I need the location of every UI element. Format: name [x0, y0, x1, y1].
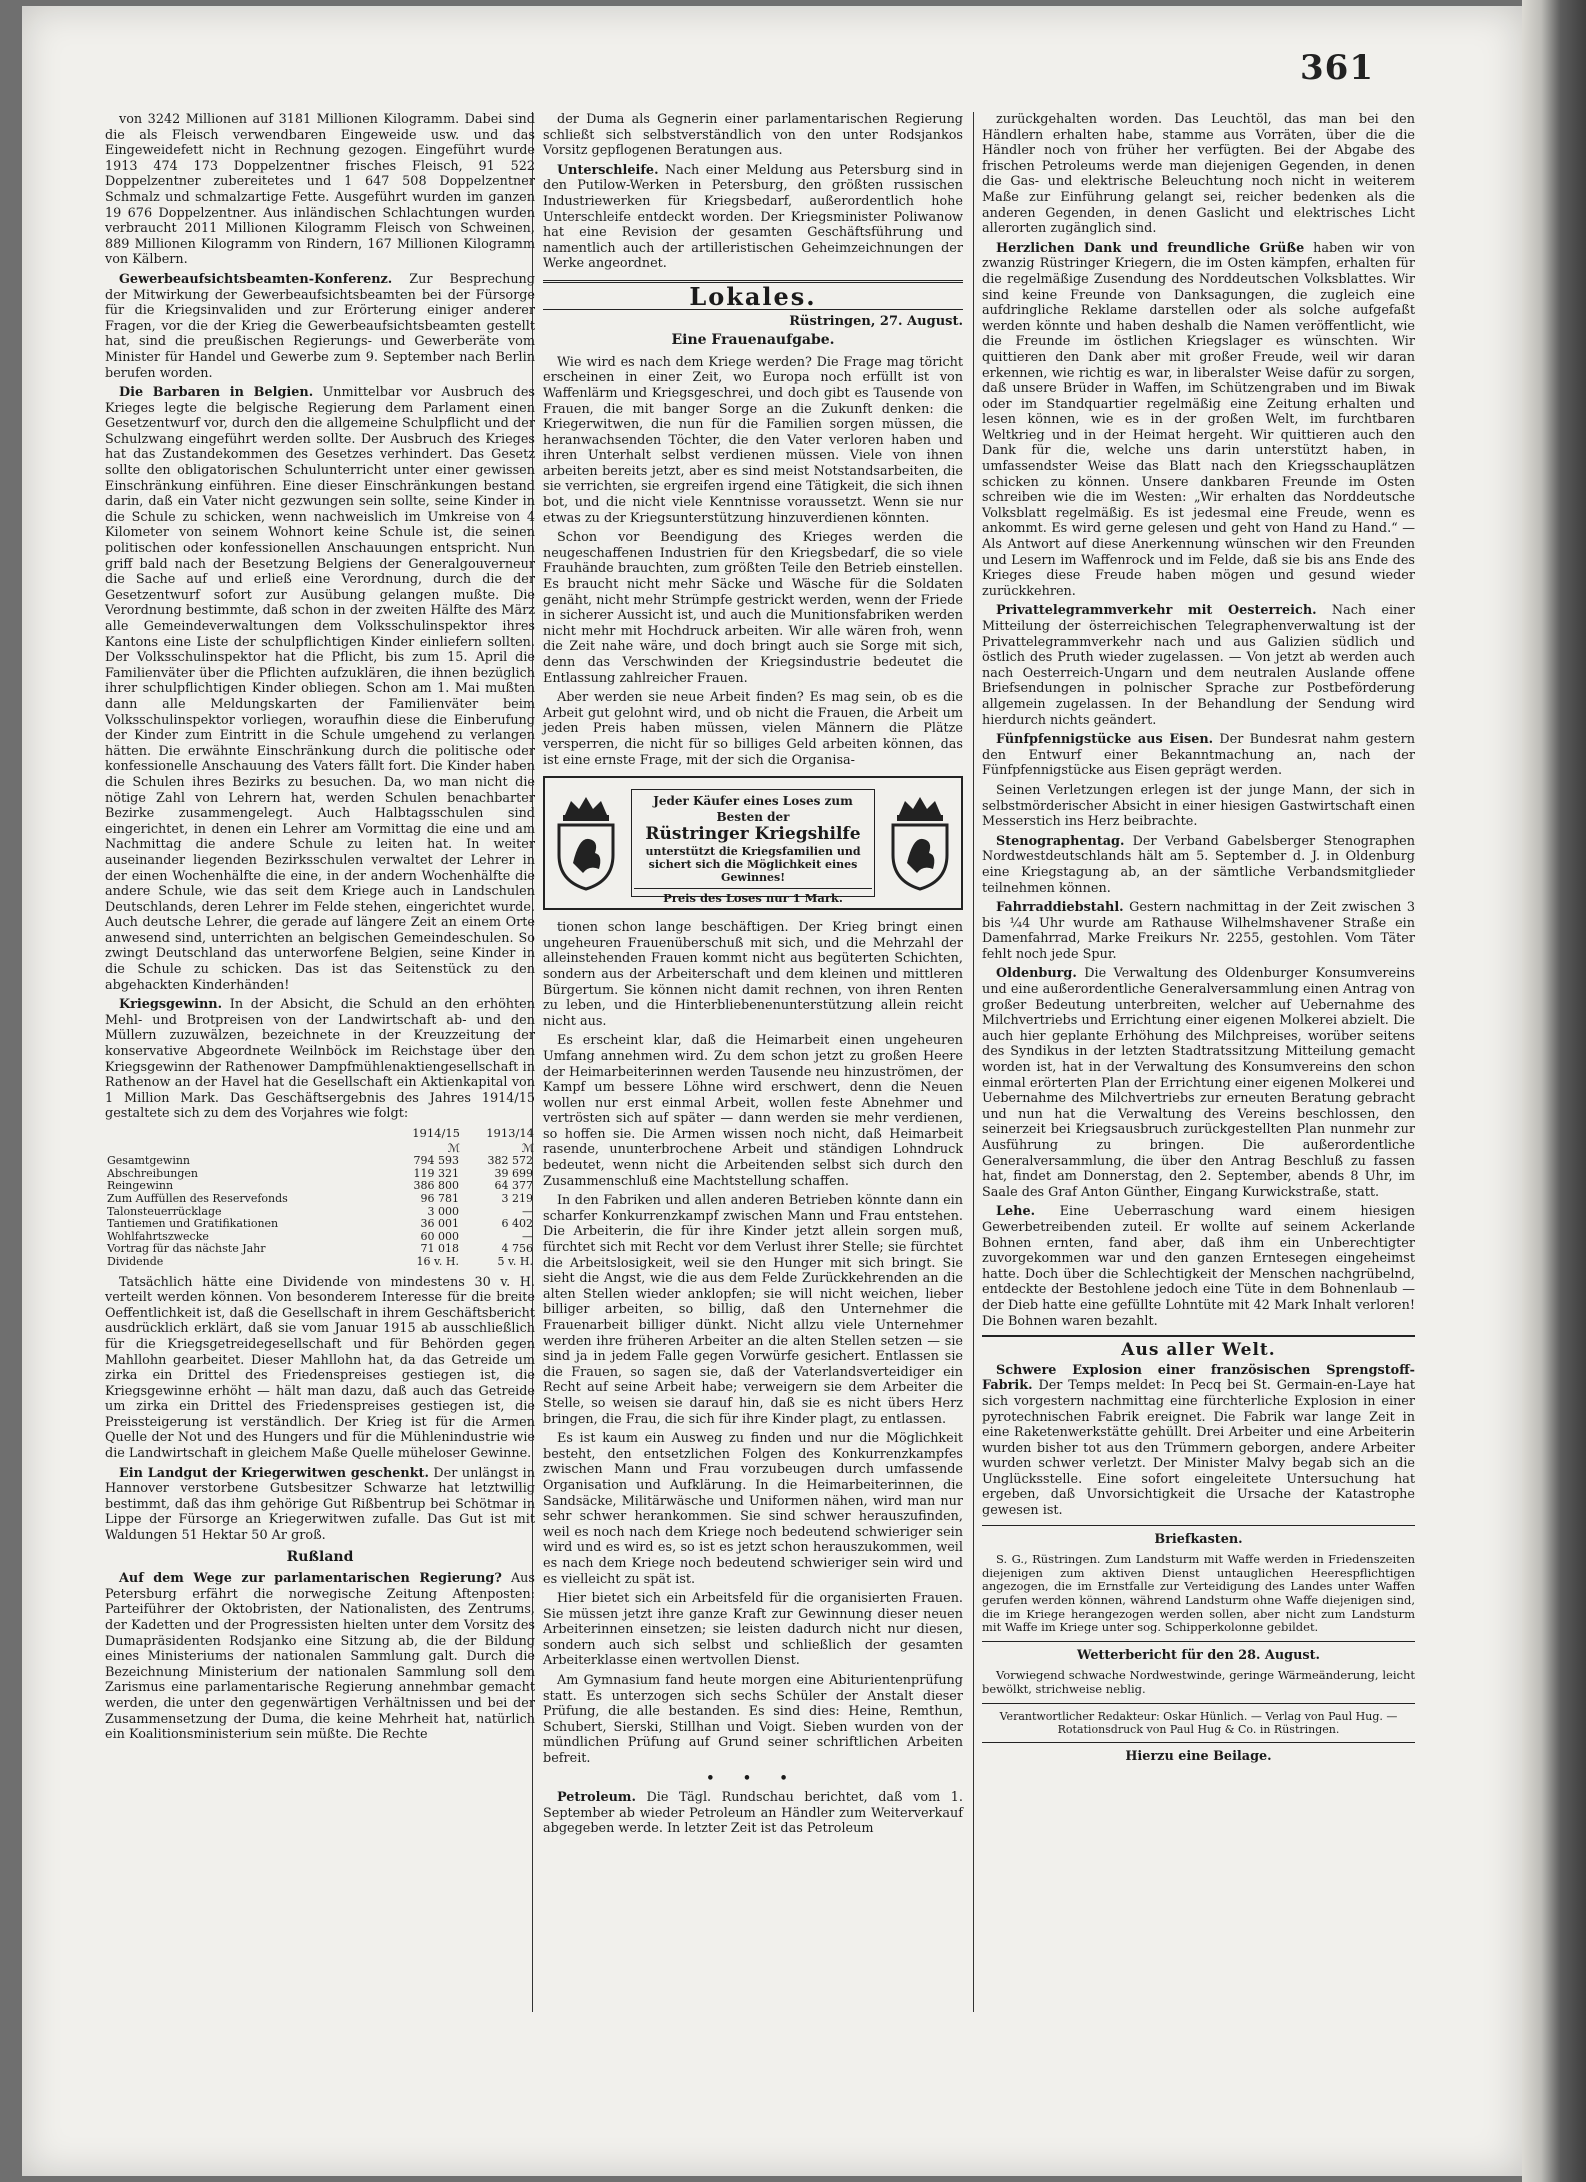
article-keyword: Stenographentag.	[996, 833, 1125, 849]
article-keyword: Kriegsgewinn.	[119, 997, 223, 1013]
ad-text-box	[631, 789, 875, 905]
article-paragraph	[105, 385, 535, 993]
article-group	[982, 1363, 1415, 1519]
table-cell: 3 000	[427, 1204, 459, 1218]
article-group	[543, 1790, 963, 1837]
article-text: der Duma als Gegnerin einer parlamentarischen Regierung schließt sich selbstverständlich von den unter Rodsjankos Vorsitz gepflogenen Beratungen aus.	[543, 112, 963, 159]
article-text: Am Gymnasium fand heute morgen eine Abiturientenprüfung statt. Es unterzogen sich sechs Schüler der Anstalt dieser Prüfung, die alle bestanden. Es sind dies: Heine, Remthun, Schubert, Sierski, Stillhan und Voigt. Sieben wurden von der mündlichen Prüfung auf Grund seiner schriftlichen Arbeiten befreit.	[543, 1673, 963, 1767]
divider	[982, 1742, 1415, 1743]
article-paragraph	[982, 834, 1415, 896]
article-paragraph	[982, 112, 1415, 237]
table-row-label: Gesamtgewinn	[107, 1154, 191, 1168]
divider	[982, 1335, 1415, 1337]
article-text: Der Verband Gabelsberger Stenographen Nordwestdeutschlands hält am 5. September d. J. in Oldenburg eine Kriegstagung ab, an der sämtliche Verbandsmitglieder teilnehmen können.	[982, 833, 1415, 896]
coat-of-arms-icon	[549, 793, 623, 893]
weather-text: Vorwiegend schwache Nordwestwinde, geringe Wärmeänderung, leicht bewölkt, strichweise neblig.	[982, 1668, 1415, 1696]
section-heading-russland: Rußland	[286, 1548, 354, 1565]
article-text: Tatsächlich hätte eine Dividende von mindestens 30 v. H. verteilt werden können. Von besonderem Interesse für die breite Oeffentlichkeit ist, daß die Gesellschaft in ihrem Geschäftsbericht ausdrücklich erklärt, daß sie vom Januar 1915 ab ausschließlich für die Kriegsgetreidegesellschaft und für Behörden gegen Mahllohn gearbeitet. Dieser Mahllohn hat, da das Getreide um zirka ein Drittel des Friedenspreises gestiegen ist, die Kriegsgewinne erhöht — hält man dazu, daß auch das Getreide um zirka ein Drittel des Friedenspreises gestiegen ist, die Preissteigerung ist verständlich. Der Krieg ist für die Armen Quelle der Not und des Hungers und für die Mühlenindustrie wie die Landwirtschaft in gleichem Maße Quelle müheloser Gewinne.	[105, 1274, 535, 1462]
article-paragraph	[105, 272, 535, 381]
article-keyword: Fünfpfennigstücke aus Eisen.	[996, 732, 1214, 748]
article-text: zurückgehalten worden. Das Leuchtöl, das man bei den Händlern erhalten habe, stamme aus Vorräten, über die die Händler noch von früher her verfügten. Bei der Abgabe des frischen Petroleums werde man diejenigen Gegenden, in denen die Gas- und elektrische Beleuchtung noch nicht in weiterem Maße zur Einführung gelangt sei, reicher bedenken als die anderen Gegenden, in denen Gaslicht und elektrisches Licht allerorten zugänglich sind.	[982, 112, 1415, 237]
article-text: In den Fabriken und allen anderen Betrieben könnte dann ein scharfer Konkurrenzkampf zwischen Mann und Frau entstehen. Die Arbeiterin, die für ihre Kinder jetzt allein sorgen muß, fürchtet sich mit Recht vor dem Verlust ihrer Stelle; sie fürchtet die Arbeitslosigkeit, weil sie den Hunger mit sich bringt. Sie sieht die Angst, wie die aus dem Felde Zurückkehrenden an die alten Stellen wieder anklopfen; sie will nicht weichen, lieber billiger arbeiten, so billig, daß den Unternehmer die Frauenarbeit billiger dünkt. Nicht allzu viele Unternehmer werden ihre früheren Arbeiter an die alten Stellen setzen — sie sind ja in jedem Falle gegen Vorwürfe gesichert. Entlassen sie die Frauen, so sagen sie, daß der Vaterlandsverteidiger ein Recht auf seine Arbeit habe; verweigern sie dem Arbeiter die Stelle, so weisen sie darauf hin, daß sie es nicht übers Herz bringen, die Frau, die sich für ihre Kinder plagt, zu entlassen.	[543, 1193, 963, 1427]
coat-of-arms-icon	[883, 793, 957, 893]
article-paragraph	[543, 920, 963, 1029]
table-row-label: Talonsteuerrücklage	[107, 1204, 222, 1218]
article-headline: Eine Frauenaufgabe.	[671, 332, 835, 349]
article-text: tionen schon lange beschäftigen. Der Krieg bringt einen ungeheuren Frauenüberschuß mit sich, und die Mehrzahl der alleinstehenden Frauen kommt nicht aus begüterten Schichten, sondern aus der Arbeiterschaft und dem kleinen und mittleren Bürgertum. Sie können nicht damit rechnen, von ihren Renten zu leben, und die Hinterbliebenenunterstützung allein reicht nicht aus.	[543, 920, 963, 1029]
article-group	[105, 112, 535, 1122]
article-paragraph	[543, 1591, 963, 1669]
article-keyword: Ein Landgut der Kriegerwitwen geschenkt.	[119, 1465, 429, 1481]
article-paragraph	[982, 1204, 1415, 1329]
article-paragraph	[982, 603, 1415, 728]
article-paragraph	[543, 1673, 963, 1767]
table-cell: 794 593	[413, 1154, 459, 1168]
article-text: Schon vor Beendigung des Krieges werden die neugeschaffenen Industrien für den Kriegsbedarf, die so viele Frauhände brauchten, zum größten Teile den Betrieb einstellen. Es braucht nicht mehr Säcke und Wäsche für die Soldaten genäht, nicht mehr Strümpfe gestrickt werden, wenn der Friede in sicherer Aussicht ist, und auch die Munitionsfabriken werden nicht mehr mit Hochdruck arbeiten. Wir alle wären froh, wenn die Zeit nahe wäre, und doch bringt auch sie Sorge mit sich, denn das Verschwinden der Kriegsindustrie bedeutet die Entlassung zahlreicher Frauen.	[543, 530, 963, 686]
table-header: 1913/14	[486, 1126, 534, 1140]
article-text: Eine Ueberraschung ward einem hiesigen Gewerbetreibenden zuteil. Er wollte auf seinem Ackerlande Bohnen ernten, fand aber, daß ihm ein Unberechtigter zuvorgekommen war und den ganzen Erntesegen eingeheimst hatte. Doch über die Schlechtigkeit der Menschen nachgrübelnd, entdeckte der Bestohlene jedoch eine Tüte in dem Bohnenlaub — der Dieb hatte eine gefüllte Lohntüte mit 42 Mark Inhalt verloren! Die Bohnen waren bezahlt.	[982, 1204, 1415, 1329]
article-paragraph	[105, 1466, 535, 1544]
article-group	[982, 112, 1415, 1329]
article-text: Aus Petersburg erfährt die norwegische Zeitung Aftenposten: Parteiführer der Oktobristen, der Nationalisten, des Zentrums, der Kadetten und der Progressisten hielten unter dem Vorsitz des Dumapräsidenten Rodsjanko eine Sitzung ab, die der Bildung eines Ministeriums der nationalen Sammlung galt. Durch die Bezeichnung Ministerium der nationalen Sammlung soll dem Zarismus eine parlamentarische Regierung annehmbar gemacht werden, die unter den gegenwärtigen Verhältnissen und bei der Zusammensetzung der Duma, die keine Mehrheit hat, natürlich ein Koalitionsministerium sein müßte. Die Rechte	[105, 1571, 535, 1743]
weather-title: Wetterbericht für den 28. August.	[1077, 1647, 1320, 1663]
table-row-label: Vortrag für das nächste Jahr	[107, 1242, 266, 1256]
table-row-label: Abschreibungen	[107, 1166, 199, 1180]
article-text: Die Verwaltung des Oldenburger Konsumvereins und eine außerordentliche Generalversammlung einen Antrag von großer Bedeutung unterbreiten, welcher auf Uebernahme des Milchvertriebs und Errichtung einer eigenen Molkerei abzielt. Die auch hier geplante Erhöhung des Milchpreises, worüber seitens des Syndikus in der letzten Stadtratssitzung Mitteilung gemacht worden ist, hat in der Verwaltung des Konsumvereins den schon einmal erörterten Plan der Errichtung einer eigenen Molkerei und Uebernahme des Milchvertriebs zur erneuten Beratung gebracht und nun hat die Verwaltung des Vereins beschlossen, den seinerzeit bei Kriegsausbruch zurückgestellten Plan nunmehr zur Ausführung zu bringen. Die außerordentliche Generalversammlung, die über den Antrag Beschluß zu fassen hat, findet am Donnerstag, den 2. September, abends 8 Uhr, im Saale des Graf Anton Günther, Eingang Kurwickstraße, statt.	[982, 966, 1415, 1200]
article-text: von 3242 Millionen auf 3181 Millionen Kilogramm. Dabei sind die als Fleisch verwendbaren Eingeweide usw. und das Eingeweidefett nicht in Rechnung gezogen. Eingeführt wurde 1913 474 173 Doppelzentner frisches Fleisch, 91 522 Doppelzentner zubereitetes und 1 647 508 Doppelzentner Schmalz und schmalzartige Fette. Ausgeführt wurden im ganzen 19 676 Doppelzentner. Aus inländischen Schlachtungen wurden verbraucht 2011 Millionen Kilogramm Fleisch von Schweinen, 889 Millionen Kilogramm von Rindern, 167 Millionen Kilogramm von Kälbern.	[105, 112, 535, 268]
article-paragraph	[543, 355, 963, 527]
ad-line: unterstützt die Kriegsfamilien und sichert sich die Möglichkeit eines Gewinnes!	[645, 844, 861, 884]
dateline: Rüstringen, 27. August.	[789, 313, 963, 329]
table-row-label: Wohlfahrtszwecke	[107, 1229, 209, 1243]
article-paragraph	[543, 112, 963, 159]
advertisement-kriegshilfe	[543, 776, 963, 910]
column-2	[543, 112, 963, 1841]
table-cell: 119 321	[413, 1166, 459, 1180]
ad-price: Preis des Loses nur 1 Mark.	[634, 888, 872, 907]
table-cell: 4 756	[501, 1242, 533, 1256]
article-text: Es ist kaum ein Ausweg zu finden und nur die Möglichkeit besteht, den entsetzlichen Folgen des Konkurrenzkampfes zwischen Mann und Frau vorzubeugen durch umfassende Organisation und Aufklärung. In die Heimarbeiterinnen, die Sandsäcke, Militärwäsche und Uniformen nähen, wird man nur sehr schwer herankommen. Sie sind schwer herauszufinden, weil es noch nach dem Kriege noch bedeutend schwieriger sein wird und es wird es, so ist es jetzt schon herauszukommen, weil es nach dem Kriege noch bedeutend schwieriger sein wird und es vielleicht zu spät ist.	[543, 1431, 963, 1587]
article-paragraph	[105, 1571, 535, 1743]
divider	[982, 1703, 1415, 1704]
article-paragraph	[543, 690, 963, 768]
ad-title: Rüstringer Kriegshilfe	[645, 824, 861, 845]
article-text: Seinen Verletzungen erlegen ist der junge Mann, der sich in selbstmörderischer Absicht in einer hiesigen Gastwirtschaft einen Messerstich ins Herz beibrachte.	[982, 782, 1415, 830]
table-cell: 6 402	[501, 1217, 533, 1231]
divider	[982, 1641, 1415, 1642]
financial-table	[105, 1126, 535, 1269]
briefkasten-text: S. G., Rüstringen. Zum Landsturm mit Waffe werden in Friedenszeiten diejenigen zum aktiven Dienst untauglichen Heerespflichtigen angezogen, die im Ernstfalle zur Verteidigung des Landes unter Waffen gerufen werden können, während Landsturm ohne Waffe diejenigen sind, die im Kriege herangezogen werden sollen, aber nicht zum Landsturm mit Waffe im Kriege unter sog. Schipperkolonne gebildet.	[982, 1552, 1415, 1635]
table-cell: 386 800	[413, 1179, 459, 1193]
table-unit: ℳ	[521, 1140, 534, 1155]
table-cell: 16 v. H.	[416, 1254, 459, 1268]
table-cell: 382 572	[487, 1154, 533, 1168]
table-cell: 60 000	[420, 1229, 459, 1243]
column-3	[982, 112, 1415, 1770]
table-cell: —	[522, 1204, 533, 1218]
article-keyword: Gewerbeaufsichtsbeamten-Konferenz.	[119, 271, 393, 287]
article-paragraph	[543, 163, 963, 272]
article-text: Unmittelbar vor Ausbruch des Krieges legte die belgische Regierung dem Parlament einen Gesetzentwurf vor, durch den die allgemeine Schulpflicht und der Schulzwang eingeführt werden sollte. Der Ausbruch des Krieges hat das Zustandekommen des Gesetzes verhindert. Das Gesetz sollte den obligatorischen Schulunterricht unter einer gewissen Einschränkung einführen. Eine dieser Einschränkungen bestand darin, daß ein Vater nicht gezwungen sein sollte, seine Kinder in die Schule zu schicken, wenn nachweislich im Umkreise von 4 Kilometer von seinem Wohnort keine Schule ist, die seinen politischen oder konfessionellen Anschauungen entspricht. Nun griff bald nach der Besetzung Belgiens der Generalgouverneur die Sache auf und erließ eine Verordnung, durch die der Gesetzentwurf sofort zur Ausübung gelangen mußte. Die Verordnung bestimmte, daß schon in der zweiten Hälfte des März alle Gemeindeverwaltungen dem Volksschulinspektor ihres Kantons eine Liste der schulpflichtigen Kinder einliefern sollten. Der Volksschulinspektor hat die Pflicht, bis zum 15. April die Familienväter über die Pflichten aufzuklären, die ihnen bezüglich ihrer schulpflichtigen Kinder obliegen. Schon am 1. Mai mußten dann alle Meldungskarten der Familienväter beim Volksschulinspektor vorliegen, woraufhin diese die Einberufung der Kinder zum Eintritt in die Schule umgehend zu verlangen hätten. Die erwähnte Einschränkung durch die politische oder konfessionelle Anschauung des Vaters fällt fort. Die Kinder haben die Schulen ihres Bezirks zu besuchen. Da, wo man nicht die nötige Zahl von Lehrern hat, werden Schulen benachbarter Bezirke zusammengelegt. Auch Halbtagsschulen sind eingerichtet, in denen ein Lehrer am Vormittag die eine und am Nachmittag die andere Schule zu leiten hat. In weiter auseinander liegenden Bezirksschulen verwaltet der Lehrer in der einen Wochenhälfte die eine, in der andern Wochenhälfte die andere Schule, wie das seit dem Kriege auch in Landschulen Deutschlands, deren Lehrer im Felde stehen, eingerichtet wurde. Auch deutsche Lehrer, die gerade auf längere Zeit an einem Orte anwesend sind, unterrichten an belgischen Gemeindeschulen. So zwingt Deutschland das unterworfene Belgien, seine Kinder in die Schule zu schicken. Das ist das Seitenstück zu den abgehackten Kinderhänden!	[105, 385, 535, 993]
table-cell: 5 v. H.	[497, 1254, 533, 1268]
article-paragraph	[105, 997, 535, 1122]
imprint: Verantwortlicher Redakteur: Oskar Hünlich. — Verlag von Paul Hug. — Rotationsdruck von Paul Hug & Co. in Rüstringen.	[999, 1709, 1398, 1736]
article-text: haben wir von zwanzig Rüstringer Kriegern, die im Osten kämpfen, erhalten für die regelmäßige Zusendung des Norddeutschen Volksblattes. Wir sind keine Freunde von Danksagungen, die zugleich eine aufdringliche Reklame darstellen oder als solche aufgefaßt werden könnte und haben deshalb die Namen veröffentlicht, wie die Freunde im östlichen Kriegslager es wünschten. Wir quittieren den Dank aber mit großer Freude, weil wir daran erkennen, wie richtig es war, in liberalster Weise dafür zu sorgen, daß unsere Brüder in Waffen, im Schützengraben und im Biwak oder im Standquartier regelmäßig eine Zeitung erhalten und lesen können, wie es in der großen Welt, im furchtbaren Weltkrieg und in der Heimat hergeht. Wir quittieren auch den Dank für die, welche uns darin unterstützt haben, in umfassendster Weise das Blatt nach den Kriegsschauplätzen schicken zu können. Unsere dankbaren Freunde im Osten schreiben wie die im Westen: „Wir erhalten das Norddeutsche Volksblatt regelmäßig. Es ist jedesmal eine Freude, wenn es ankommt. Es wird gerne gelesen und geht von Hand zu Hand.“ — Als Antwort auf diese Anerkennung wünschen wir den Freunden und Lesern im Waffenrock und im Felde, daß sie bis ans Ende des Krieges diese Freude haben mögen und gesund wieder zurückkehren.	[982, 240, 1416, 599]
article-paragraph	[105, 1275, 535, 1462]
table-row-label: Tantiemen und Gratifikationen	[107, 1217, 279, 1231]
article-paragraph	[543, 1790, 963, 1837]
section-title-aus-aller-welt: Aus aller Welt.	[1121, 1340, 1276, 1361]
article-text: Der Temps meldet: In Pecq bei St. Germain-en-Laye hat sich vorgestern nachmittag eine fürchterliche Explosion in einer pyrotechnischen Fabrik ereignet. Die Fabrik war lange Zeit in eine Raketenwerkstätte gehüllt. Drei Arbeiter und eine Arbeiterin wurden bisher tot aus den Trümmern geborgen, andere Arbeiter wurden schwer verletzt. Der Minister Malvy begab sich an die Unglücksstelle. Eine sofort eingeleitete Untersuchung hat ergeben, daß Unvorsichtigkeit die Ursache der Katastrophe gewesen ist.	[982, 1378, 1415, 1519]
article-text: Nach einer Meldung aus Petersburg sind in den Putilow-Werken in Petersburg, den größten russischen Industriewerken für Kriegsbedarf, außerordentlich hohe Unterschleife entdeckt worden. Der Kriegsminister Poliwanow hat eine Revision der gesamten Geschäftsführung und namentlich auch der artilleristischen Geheimzeichnungen der Werke angeordnet.	[543, 162, 963, 272]
table-row	[105, 1256, 535, 1269]
article-group	[543, 355, 963, 768]
article-keyword: Lehe.	[996, 1204, 1036, 1220]
table-cell: —	[522, 1229, 533, 1243]
table-row	[105, 1193, 535, 1206]
article-keyword: Schwere Explosion einer französischen Sprengstoff-Fabrik.	[982, 1362, 1415, 1394]
article-group	[105, 1571, 535, 1743]
section-title-briefkasten: Briefkasten.	[1154, 1531, 1243, 1547]
article-keyword: Auf dem Wege zur parlamentarischen Regierung?	[119, 1571, 502, 1587]
column-rule	[973, 112, 974, 2012]
article-paragraph	[982, 966, 1415, 1200]
article-text: Es erscheint klar, daß die Heimarbeit einen ungeheuren Umfang annehmen wird. Zu dem schon jetzt zu großen Heere der Heimarbeiterinnen werden Tausende neu hinzuströmen, der Kampf um bessere Löhne wird erschwert, denn die Neuen wollen nur erst einmal Arbeit, wollen feste Abnehmer und vertrösten sich auf später — dann werden sie mehr verdienen, so hoffen sie. Die Armen wissen noch nicht, daß Heimarbeit rasende, ununterbrochene Arbeit und ständigen Lohndruck bedeutet, wenn nicht die Arbeitenden selbst sich durch den Zusammenschluß eine Machtstellung schaffen.	[543, 1033, 963, 1189]
article-keyword: Petroleum.	[557, 1790, 636, 1806]
article-group	[543, 112, 963, 272]
table-row-label: Zum Auffüllen des Reservefonds	[107, 1191, 288, 1205]
table-cell: 71 018	[420, 1242, 459, 1256]
table-cell: 96 781	[420, 1191, 459, 1205]
article-paragraph	[543, 1193, 963, 1427]
article-group	[105, 1275, 535, 1544]
article-text: Der unlängst in Hannover verstorbene Gutsbesitzer Schwarze hat letztwillig bestimmt, daß das ihm gehörige Gut Rißbentrup bei Schötmar in Lippe der Fürsorge an Kriegerwitwen zufalle. Das Gut ist mit Waldungen 51 Hektar 50 Ar groß.	[105, 1465, 535, 1544]
table-cell: 3 219	[501, 1191, 533, 1205]
article-text: Der Bundesrat nahm gestern den Entwurf einer Bekanntmachung an, nach der Fünfpfennigstücke aus Eisen geprägt werden.	[982, 732, 1416, 779]
article-paragraph	[982, 1363, 1415, 1519]
table-row-label: Dividende	[107, 1254, 164, 1268]
section-title-lokales: Lokales.	[543, 280, 963, 310]
divider	[982, 1525, 1415, 1526]
article-keyword: Unterschleife.	[557, 162, 659, 178]
table-row-label: Reingewinn	[107, 1179, 174, 1193]
table-cell: 36 001	[420, 1217, 459, 1231]
article-paragraph	[982, 783, 1415, 830]
article-group	[543, 920, 963, 1766]
article-keyword: Die Barbaren in Belgien.	[119, 385, 314, 401]
table-header: 1914/15	[412, 1126, 460, 1140]
supplement-note: Hierzu eine Beilage.	[1125, 1748, 1272, 1764]
binding-edge	[1522, 0, 1586, 2182]
article-text: Gestern nachmittag in der Zeit zwischen 3 bis ¼4 Uhr wurde am Rathause Wilhelmshavener Straße ein Damenfahrrad, Marke Freikurs Nr. 2255, gestohlen. Vom Täter fehlt noch jede Spur.	[982, 900, 1415, 962]
column-1	[105, 112, 535, 1747]
article-keyword: Privattelegrammverkehr mit Oesterreich.	[996, 603, 1317, 619]
table-cell: 39 699	[494, 1166, 533, 1180]
article-paragraph	[543, 530, 963, 686]
article-keyword: Fahrraddiebstahl.	[996, 900, 1124, 916]
article-text: Hier bietet sich ein Arbeitsfeld für die organisierten Frauen. Sie müssen jetzt ihre ganze Kraft zur Gewinnung dieser neuen Arbeiterinnen einsetzen; sie leisten dadurch nicht nur diesen, sondern auch sich selbst und schließlich der gesamten Arbeiterklasse einen wertvollen Dienst.	[543, 1591, 963, 1669]
article-text: Aber werden sie neue Arbeit finden? Es mag sein, ob es die Arbeit gut gelohnt wird, und ob nicht die Frauen, die Arbeit um jeden Preis haben müssen, vielen Männern die Plätze versperren, die nicht für so billiges Geld arbeiten können, das ist eine ernste Frage, mit der sich die Organisa-	[543, 690, 963, 768]
article-keyword: Herzlichen Dank und freundliche Grüße	[996, 240, 1305, 256]
table-row	[105, 1218, 535, 1231]
table-cell: 64 377	[494, 1179, 533, 1193]
table-row	[105, 1243, 535, 1256]
ad-line: Jeder Käufer eines Loses zum Besten der	[653, 794, 853, 824]
table-unit: ℳ	[447, 1140, 460, 1155]
article-paragraph	[982, 241, 1415, 600]
article-text: Zur Besprechung der Mitwirkung der Gewerbeaufsichtsbeamten bei der Fürsorge für die Kriegsinvaliden und zur Erörterung einiger anderer Fragen, vor die der Krieg die Gewerbeaufsichtsbeamten gestellt hat, sind die preußischen Regierungs- und Gewerberäte vom Minister für Handel und Gewerbe zum 9. September nach Berlin berufen worden.	[105, 271, 535, 381]
article-text: Die Tägl. Rundschau berichtet, daß vom 1. September ab wieder Petroleum an Händler zum Weiterverkauf abgegeben werde. In letzter Zeit ist das Petroleum	[543, 1790, 963, 1837]
article-text: In der Absicht, die Schuld an den erhöhten Mehl- und Brotpreisen von der Landwirtschaft ab- und den Müllern zuzuwälzen, bezeichnete in der Kreuzzeitung der konservative Abgeordnete Weilnböck im Reichstage über den Kriegsgewinn der Rathenower Dampfmühlenaktiengesellschaft in Rathenow an der Havel hat die Gesellschaft ein Aktienkapital von 1 Million Mark. Das Geschäftsergebnis des Jahres 1914/15 gestaltete sich zu dem des Vorjahres wie folgt:	[105, 997, 535, 1122]
separator-dots: • • •	[706, 1770, 800, 1786]
article-text: Wie wird es nach dem Kriege werden? Die Frage mag töricht erscheinen in einer Zeit, wo Europa noch erfüllt ist von Waffenlärm und Kriegsgeschrei, und doch gibt es Tausende von Frauen, die mit banger Sorge an die Zukunft denken: die Kriegerwitwen, die nun für die Familien sorgen müssen, die heranwachsenden Töchter, die den Vater verloren haben und ihren Unterhalt selbst verdienen müssen. Viele von ihnen arbeiten bereits jetzt, aber es sind meist Notstandsarbeiten, die sie verrichten, sie ergreifen irgend eine Tätigkeit, die sich ihnen bot, und die nicht viele Kenntnisse voraussetzt. Wenn sie nur etwas zu der Kriegsunterstützung hinzuverdienen könnten.	[543, 354, 963, 526]
table-row	[105, 1155, 535, 1168]
article-paragraph	[105, 112, 535, 268]
page-number: 361	[1300, 48, 1374, 88]
article-paragraph	[543, 1033, 963, 1189]
article-paragraph	[982, 900, 1415, 962]
article-paragraph	[982, 732, 1415, 779]
article-keyword: Oldenburg.	[996, 966, 1077, 982]
article-text: Nach einer Mitteilung der österreichischen Telegraphenverwaltung ist der Privattelegrammverkehr nach und aus Galizien südlich und östlich des Pruth wieder zugelassen. — Von jetzt ab werden auch nach Oesterreich-Ungarn und dem neutralen Auslande offene Briefsendungen in polnischer Sprache zur Postbeförderung allgemein zugelassen. In der Behandlung der Sendung wird hierdurch nichts geändert.	[982, 603, 1415, 728]
article-paragraph	[543, 1431, 963, 1587]
